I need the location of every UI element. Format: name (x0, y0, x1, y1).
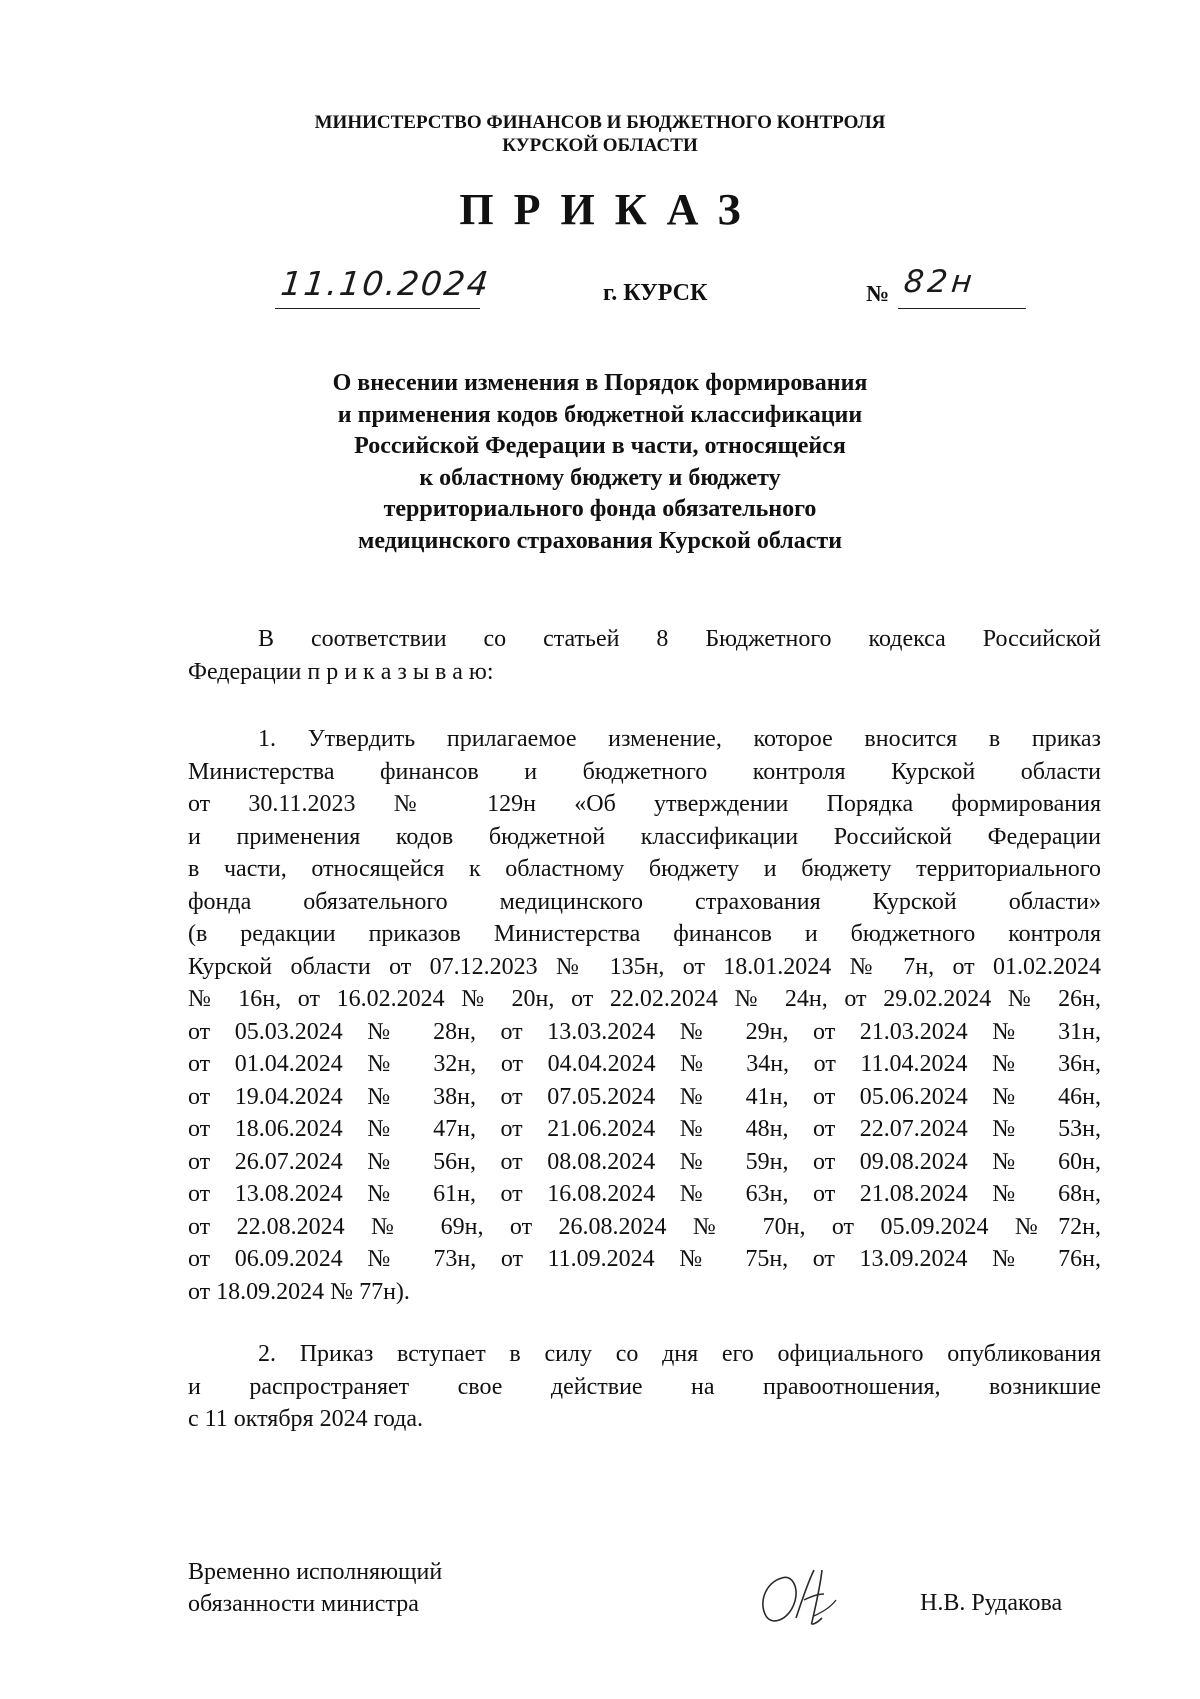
paragraph-line: от 19.04.2024 № 38н, от 07.05.2024 № 41н, от 05.06.2024 № 46н, (188, 1083, 1101, 1110)
signer-name: Н.В. Рудакова (920, 1590, 1063, 1616)
signer-position (188, 1556, 442, 1620)
handwritten-signature (752, 1560, 847, 1630)
subject-line: и применения кодов бюджетной классификации (337, 401, 863, 428)
handwritten-date: 11.10.2024 (278, 264, 493, 303)
paragraph-line: от 18.06.2024 № 47н, от 21.06.2024 № 48н, от 22.07.2024 № 53н, (188, 1116, 1101, 1142)
number-sign: № (866, 281, 890, 306)
number-field (898, 264, 1026, 309)
item-1-paragraph (188, 723, 1101, 1308)
paragraph-line: от 18.09.2024 № 77н). (188, 1278, 410, 1305)
date-field (275, 264, 493, 309)
ministry-line-1: МИНИСТЕРСТВО ФИНАНСОВ И БЮДЖЕТНОГО КОНТРОЛЯ (314, 112, 886, 133)
subject-line: к областному бюджету и бюджету (419, 464, 781, 491)
ministry-header (0, 111, 1200, 157)
paragraph-line: фонда обязательного медицинского страхования Курской области» (188, 888, 1101, 915)
paragraph-line: от 13.08.2024 № 61н, от 16.08.2024 № 63н, от 21.08.2024 № 68н, (188, 1181, 1101, 1207)
preamble-paragraph (188, 623, 1101, 688)
subject-line: О внесении изменения в Порядок формирования (332, 370, 868, 396)
paragraph-line: от 05.03.2024 № 28н, от 13.03.2024 № 29н, от 21.03.2024 № 31н, (188, 1018, 1101, 1045)
subject-line: Российской Федерации в части, относящейся (354, 433, 846, 459)
subject-line: медицинского страхования Курской области (357, 527, 843, 554)
paragraph-line: Министерства финансов и бюджетного контроля Курской области (188, 758, 1101, 785)
handwritten-number: 82н (902, 264, 978, 300)
paragraph-line: с 11 октября 2024 года. (188, 1406, 423, 1432)
paragraph-line: от 22.08.2024 № 69н, от 26.08.2024 № 70н, от 05.09.2024 №72н, (188, 1213, 1101, 1240)
position-line-1: Временно исполняющий (188, 1559, 443, 1585)
paragraph-line: от 01.04.2024 № 32н, от 04.04.2024 № 34н, от 11.04.2024 № 36н, (188, 1051, 1101, 1077)
position-line-2: обязанности министра (188, 1591, 419, 1617)
subject-line: территориального фонда обязательного (383, 496, 817, 522)
paragraph-line: от 06.09.2024 № 73н, от 11.09.2024 № 75н, от 13.09.2024 № 76н, (188, 1246, 1101, 1272)
paragraph-line: Федерации п р и к а з ы в а ю: (188, 658, 494, 685)
paragraph-line: В соответствии со статьей 8 Бюджетного кодекса Российской (258, 626, 1101, 652)
ministry-line-2: КУРСКОЙ ОБЛАСТИ (502, 135, 698, 156)
item-2-paragraph (188, 1338, 1101, 1436)
paragraph-line: 1. Утвердить прилагаемое изменение, которое вносится в приказ (258, 726, 1101, 752)
paragraph-line: (в редакции приказов Министерства финансов и бюджетного контроля (188, 921, 1101, 947)
document-subject (0, 368, 1200, 557)
paragraph-line: и применения кодов бюджетной классификации Российской Федерации (188, 823, 1101, 850)
paragraph-line: № 16н, от 16.02.2024 № 20н, от 22.02.2024 № 24н, от 29.02.2024 № 26н, (188, 986, 1101, 1012)
document-type-title: ПРИКАЗ (459, 185, 761, 234)
paragraph-line: 2. Приказ вступает в силу со дня его официального опубликования (258, 1341, 1101, 1367)
paragraph-line: от 30.11.2023 № 129н «Об утверждении Порядка формирования (188, 791, 1101, 817)
paragraph-line: Курской области от 07.12.2023 № 135н, от 18.01.2024 № 7н, от 01.02.2024 (188, 953, 1101, 980)
paragraph-line: и распространяет свое действие на правоотношения, возникшие (188, 1373, 1101, 1400)
paragraph-line: в части, относящейся к областному бюджету и бюджету территориального (188, 856, 1101, 882)
city-label: г. КУРСК (603, 280, 708, 306)
paragraph-line: от 26.07.2024 № 56н, от 08.08.2024 № 59н, от 09.08.2024 № 60н, (188, 1148, 1101, 1175)
